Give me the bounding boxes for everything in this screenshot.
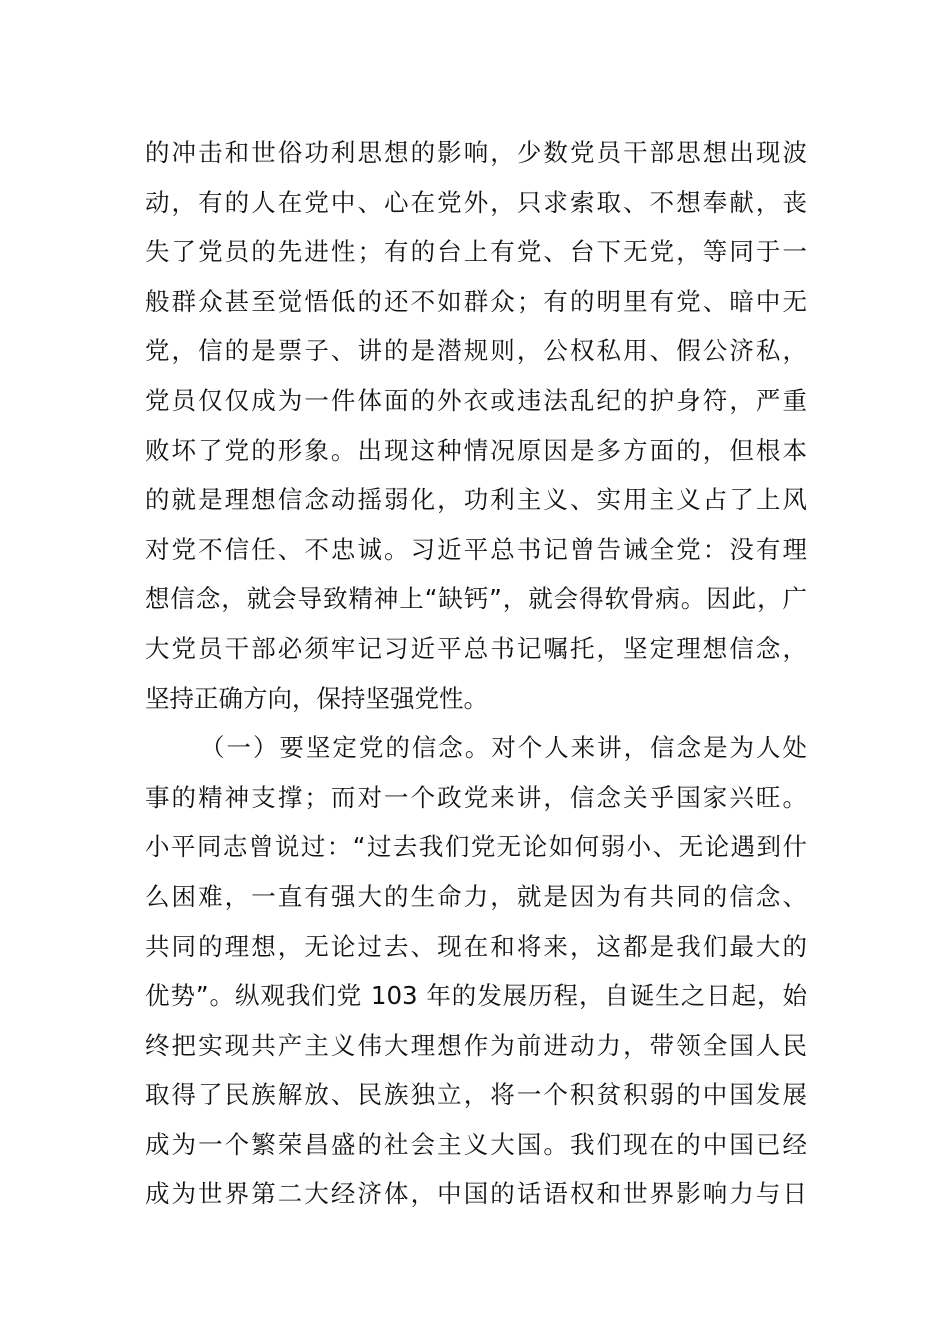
text-line: 党，信的是票子、讲的是潜规则，公权私用、假公济私， <box>145 336 807 366</box>
text-line: 动，有的人在党中、心在党外，只求索取、不想奉献，丧 <box>145 187 807 217</box>
text-line: 终把实现共产主义伟大理想作为前进动力，带领全国人民 <box>145 1030 807 1060</box>
text-line: 坚持正确方向，保持坚强党性。 <box>145 683 488 713</box>
text-line: 般群众甚至觉悟低的还不如群众；有的明里有党、暗中无 <box>145 286 807 316</box>
text-line: 取得了民族解放、民族独立，将一个积贫积弱的中国发展 <box>145 1080 807 1110</box>
text-line: 成为一个繁荣昌盛的社会主义大国。我们现在的中国已经 <box>145 1129 807 1159</box>
text-line: 的就是理想信念动摇弱化，功利主义、实用主义占了上风 <box>145 485 807 515</box>
body-text <box>145 128 807 1219</box>
text-line: 共同的理想，无论过去、现在和将来，这都是我们最大的 <box>145 931 807 961</box>
text-line: 想信念，就会导致精神上“缺钙”，就会得软骨病。因此，广 <box>145 584 807 614</box>
text-line: 事的精神支撑；而对一个政党来讲，信念关乎国家兴旺。 <box>145 782 807 812</box>
text-line: （一）要坚定党的信念。对个人来讲，信念是为人处 <box>200 733 807 763</box>
text-line: 的冲击和世俗功利思想的影响，少数党员干部思想出现波 <box>145 138 807 167</box>
text-line: 么困难，一直有强大的生命力，就是因为有共同的信念、 <box>145 881 807 911</box>
text-line: 党员仅仅成为一件体面的外衣或违法乱纪的护身符，严重 <box>145 385 807 415</box>
text-line: 小平同志曾说过：“过去我们党无论如何弱小、无论遇到什 <box>145 832 807 862</box>
text-line: 对党不信任、不忠诚。习近平总书记曾告诫全党：没有理 <box>145 534 807 564</box>
text-line: 败坏了党的形象。出现这种情况原因是多方面的，但根本 <box>145 435 807 465</box>
text-line: 大党员干部必须牢记习近平总书记嘱托，坚定理想信念， <box>145 633 807 663</box>
text-line: 优势”。纵观我们党 103 年的发展历程，自诞生之日起，始 <box>145 981 807 1011</box>
text-line: 失了党员的先进性；有的台上有党、台下无党，等同于一 <box>145 237 807 267</box>
text-line: 成为世界第二大经济体，中国的话语权和世界影响力与日 <box>145 1179 807 1209</box>
